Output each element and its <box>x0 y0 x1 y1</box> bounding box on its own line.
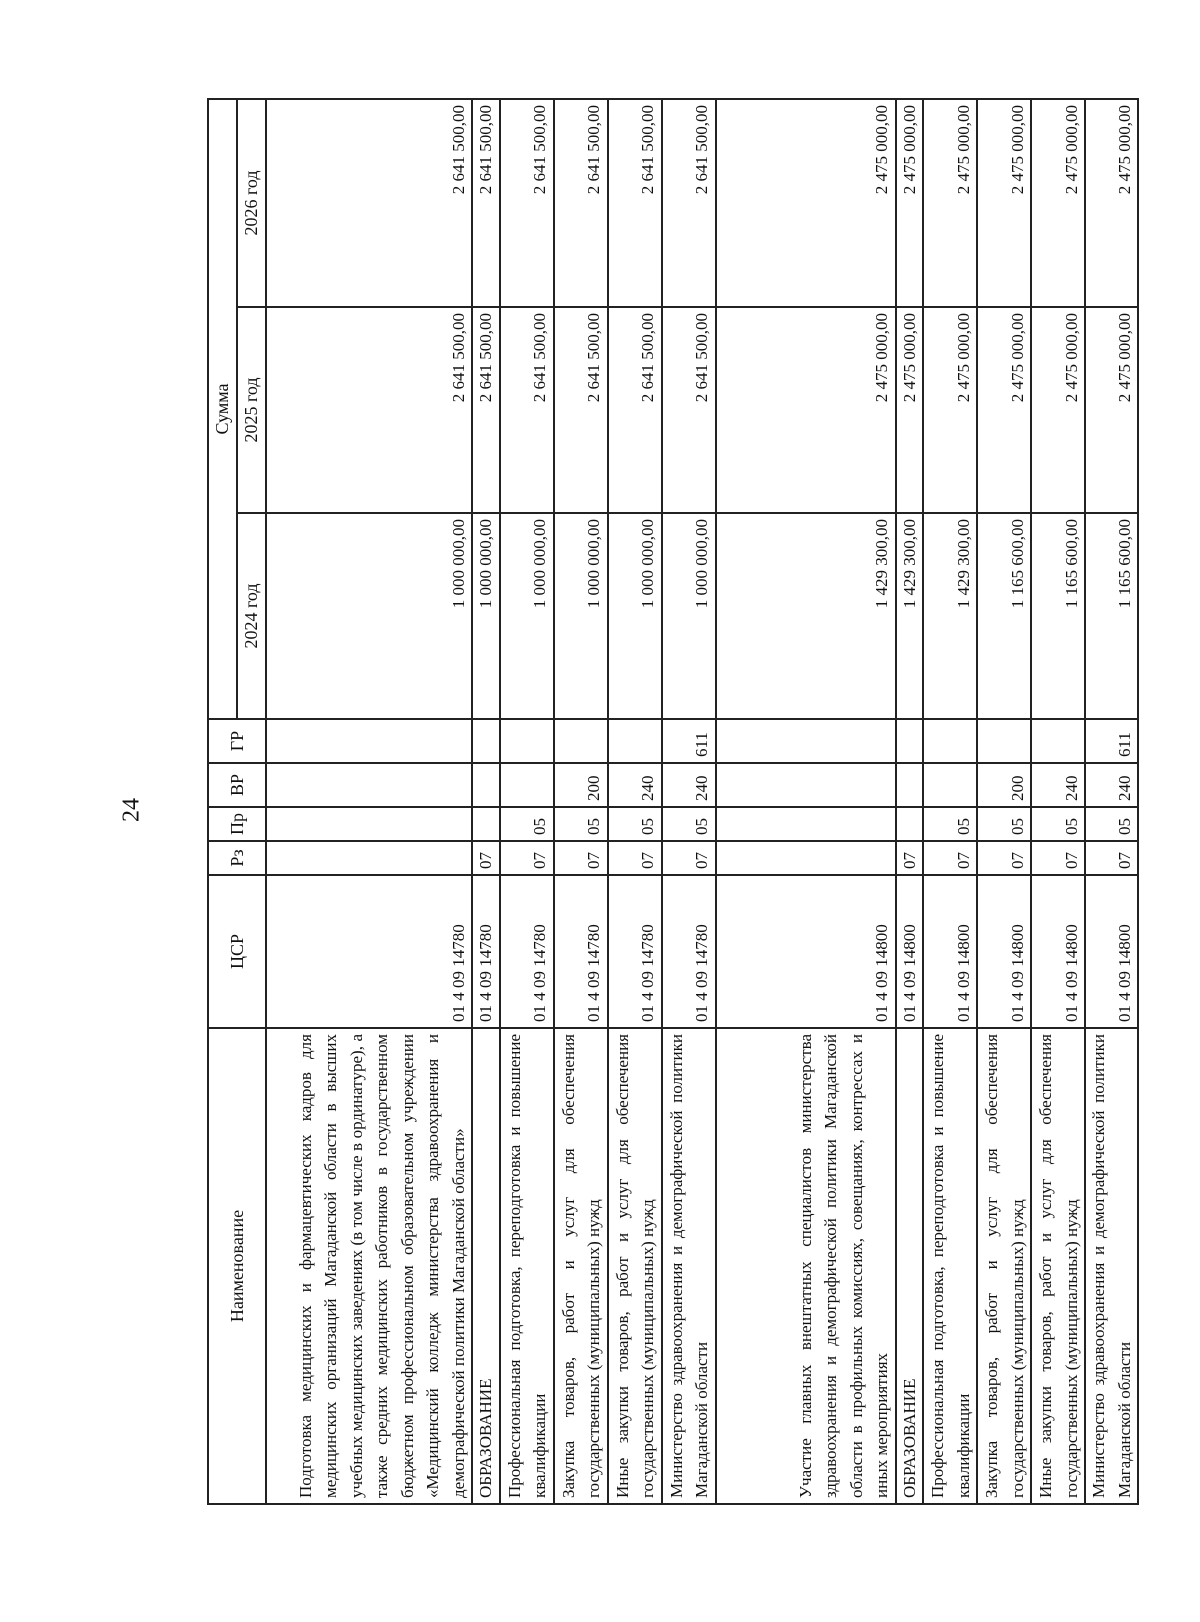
table-row <box>977 99 1031 1504</box>
row-amount-2024: 1 000 000,00 <box>608 513 662 719</box>
row-gr <box>472 719 500 763</box>
row-pr: 05 <box>977 807 1031 841</box>
row-pr <box>716 807 896 841</box>
table-row <box>554 99 608 1504</box>
row-pr: 05 <box>500 807 554 841</box>
row-amount-2025: 2 475 000,00 <box>716 307 896 513</box>
row-gr: 611 <box>1085 719 1138 763</box>
row-name: Иные закупки товаров, работ и услуг для обеспечения государственных (муниципальных) нужд <box>608 1028 662 1504</box>
header-vr: ВР <box>208 763 266 807</box>
row-amount-2024: 1 000 000,00 <box>554 513 608 719</box>
table-row <box>896 99 924 1504</box>
header-year-2026: 2026 год <box>237 99 266 307</box>
row-name: Профессиональная подготовка, переподготовка и повышение квалификации <box>923 1028 977 1504</box>
row-csr: 01 4 09 14800 <box>1085 875 1138 1028</box>
row-gr <box>1031 719 1085 763</box>
row-amount-2025: 2 475 000,00 <box>1085 307 1138 513</box>
table-row <box>500 99 554 1504</box>
row-amount-2026: 2 475 000,00 <box>1031 99 1085 307</box>
row-amount-2026: 2 475 000,00 <box>716 99 896 307</box>
row-name: Подготовка медицинских и фармацевтических кадров для медицинских организаций Магаданской области в высших учебных медицинских заведениях (в том числе в ординатуре), а также средних медицинских работников в государственном бюджетном профессиональном образовательном учреждении «Медицинский колледж министерства здравоохранения и демографической политики Магаданской области» <box>266 1028 472 1504</box>
row-gr <box>923 719 977 763</box>
row-name: Закупка товаров, работ и услуг для обеспечения государственных (муниципальных) нужд <box>554 1028 608 1504</box>
row-pr: 05 <box>1031 807 1085 841</box>
table-row <box>662 99 716 1504</box>
row-pr <box>896 807 924 841</box>
row-amount-2026: 2 641 500,00 <box>266 99 472 307</box>
header-year-2024: 2024 год <box>237 513 266 719</box>
row-csr: 01 4 09 14800 <box>896 875 924 1028</box>
row-vr: 240 <box>608 763 662 807</box>
header-pr: Пр <box>208 807 266 841</box>
row-name: Закупка товаров, работ и услуг для обеспечения государственных (муниципальных) нужд <box>977 1028 1031 1504</box>
row-vr: 240 <box>1085 763 1138 807</box>
row-amount-2024: 1 165 600,00 <box>1085 513 1138 719</box>
row-name: Министерство здравоохранения и демографической политики Магаданской области <box>662 1028 716 1504</box>
row-name: Иные закупки товаров, работ и услуг для обеспечения государственных (муниципальных) нужд <box>1031 1028 1085 1504</box>
row-amount-2026: 2 641 500,00 <box>472 99 500 307</box>
row-rz: 07 <box>923 841 977 875</box>
row-vr: 200 <box>554 763 608 807</box>
row-amount-2025: 2 641 500,00 <box>266 307 472 513</box>
row-csr: 01 4 09 14800 <box>977 875 1031 1028</box>
row-amount-2025: 2 641 500,00 <box>608 307 662 513</box>
row-name: Министерство здравоохранения и демографической политики Магаданской области <box>1085 1028 1138 1504</box>
row-rz: 07 <box>662 841 716 875</box>
row-rz: 07 <box>977 841 1031 875</box>
row-vr <box>716 763 896 807</box>
row-vr: 240 <box>662 763 716 807</box>
row-vr: 240 <box>1031 763 1085 807</box>
row-rz: 07 <box>500 841 554 875</box>
row-amount-2026: 2 475 000,00 <box>923 99 977 307</box>
row-amount-2025: 2 641 500,00 <box>472 307 500 513</box>
row-amount-2024: 1 165 600,00 <box>1031 513 1085 719</box>
row-rz: 07 <box>472 841 500 875</box>
row-pr: 05 <box>1085 807 1138 841</box>
row-csr: 01 4 09 14800 <box>923 875 977 1028</box>
row-rz: 07 <box>1085 841 1138 875</box>
row-vr: 200 <box>977 763 1031 807</box>
row-amount-2026: 2 641 500,00 <box>608 99 662 307</box>
row-gr <box>608 719 662 763</box>
row-pr: 05 <box>608 807 662 841</box>
row-vr <box>923 763 977 807</box>
header-csr: ЦСР <box>208 875 266 1028</box>
table-row <box>1031 99 1085 1504</box>
row-amount-2026: 2 475 000,00 <box>896 99 924 307</box>
header-sum: Сумма <box>208 99 237 719</box>
row-csr: 01 4 09 14780 <box>500 875 554 1028</box>
row-csr: 01 4 09 14780 <box>608 875 662 1028</box>
row-csr: 01 4 09 14800 <box>1031 875 1085 1028</box>
row-amount-2025: 2 475 000,00 <box>977 307 1031 513</box>
header-gr: ГР <box>208 719 266 763</box>
row-pr: 05 <box>554 807 608 841</box>
table-row <box>608 99 662 1504</box>
budget-table <box>207 98 1139 1505</box>
header-year-2025: 2025 год <box>237 307 266 513</box>
row-vr <box>266 763 472 807</box>
row-amount-2024: 1 429 300,00 <box>896 513 924 719</box>
row-rz: 07 <box>896 841 924 875</box>
row-gr <box>554 719 608 763</box>
row-amount-2024: 1 000 000,00 <box>500 513 554 719</box>
row-rz: 07 <box>1031 841 1085 875</box>
table-row <box>716 99 896 1504</box>
row-amount-2024: 1 165 600,00 <box>977 513 1031 719</box>
row-rz <box>266 841 472 875</box>
row-rz: 07 <box>554 841 608 875</box>
table-row <box>1085 99 1138 1504</box>
row-amount-2026: 2 475 000,00 <box>1085 99 1138 307</box>
row-pr <box>472 807 500 841</box>
row-name: Участие главных внештатных специалистов министерства здравоохранения и демографической политики Магаданской области в профильных комиссиях, совещаниях, контрессах и иных мероприятиях <box>716 1028 896 1504</box>
row-vr <box>472 763 500 807</box>
row-gr: 611 <box>662 719 716 763</box>
row-rz <box>716 841 896 875</box>
row-amount-2024: 1 000 000,00 <box>472 513 500 719</box>
row-pr: 05 <box>923 807 977 841</box>
row-pr: 05 <box>662 807 716 841</box>
row-name: Профессиональная подготовка, переподготовка и повышение квалификации <box>500 1028 554 1504</box>
row-amount-2026: 2 641 500,00 <box>500 99 554 307</box>
row-amount-2026: 2 475 000,00 <box>977 99 1031 307</box>
row-amount-2024: 1 000 000,00 <box>266 513 472 719</box>
row-rz: 07 <box>608 841 662 875</box>
header-rz: Рз <box>208 841 266 875</box>
table-body <box>266 99 1138 1504</box>
row-amount-2026: 2 641 500,00 <box>554 99 608 307</box>
row-name: ОБРАЗОВАНИЕ <box>472 1028 500 1504</box>
row-csr: 01 4 09 14800 <box>716 875 896 1028</box>
row-amount-2025: 2 641 500,00 <box>554 307 608 513</box>
row-gr <box>266 719 472 763</box>
row-gr <box>500 719 554 763</box>
row-name: ОБРАЗОВАНИЕ <box>896 1028 924 1504</box>
row-gr <box>977 719 1031 763</box>
row-amount-2025: 2 475 000,00 <box>896 307 924 513</box>
row-csr: 01 4 09 14780 <box>662 875 716 1028</box>
row-csr: 01 4 09 14780 <box>266 875 472 1028</box>
row-pr <box>266 807 472 841</box>
table-row <box>923 99 977 1504</box>
row-gr <box>716 719 896 763</box>
row-gr <box>896 719 924 763</box>
row-amount-2025: 2 641 500,00 <box>662 307 716 513</box>
row-amount-2025: 2 641 500,00 <box>500 307 554 513</box>
row-amount-2024: 1 429 300,00 <box>923 513 977 719</box>
row-csr: 01 4 09 14780 <box>472 875 500 1028</box>
page-number: 24 <box>118 798 145 822</box>
table-row <box>266 99 472 1504</box>
row-vr <box>896 763 924 807</box>
rotated-table-container <box>207 100 1134 1505</box>
table-row <box>472 99 500 1504</box>
row-amount-2024: 1 429 300,00 <box>716 513 896 719</box>
row-amount-2025: 2 475 000,00 <box>1031 307 1085 513</box>
header-name: Наименование <box>208 1028 266 1504</box>
row-amount-2025: 2 475 000,00 <box>923 307 977 513</box>
row-amount-2024: 1 000 000,00 <box>662 513 716 719</box>
row-vr <box>500 763 554 807</box>
row-csr: 01 4 09 14780 <box>554 875 608 1028</box>
row-amount-2026: 2 641 500,00 <box>662 99 716 307</box>
